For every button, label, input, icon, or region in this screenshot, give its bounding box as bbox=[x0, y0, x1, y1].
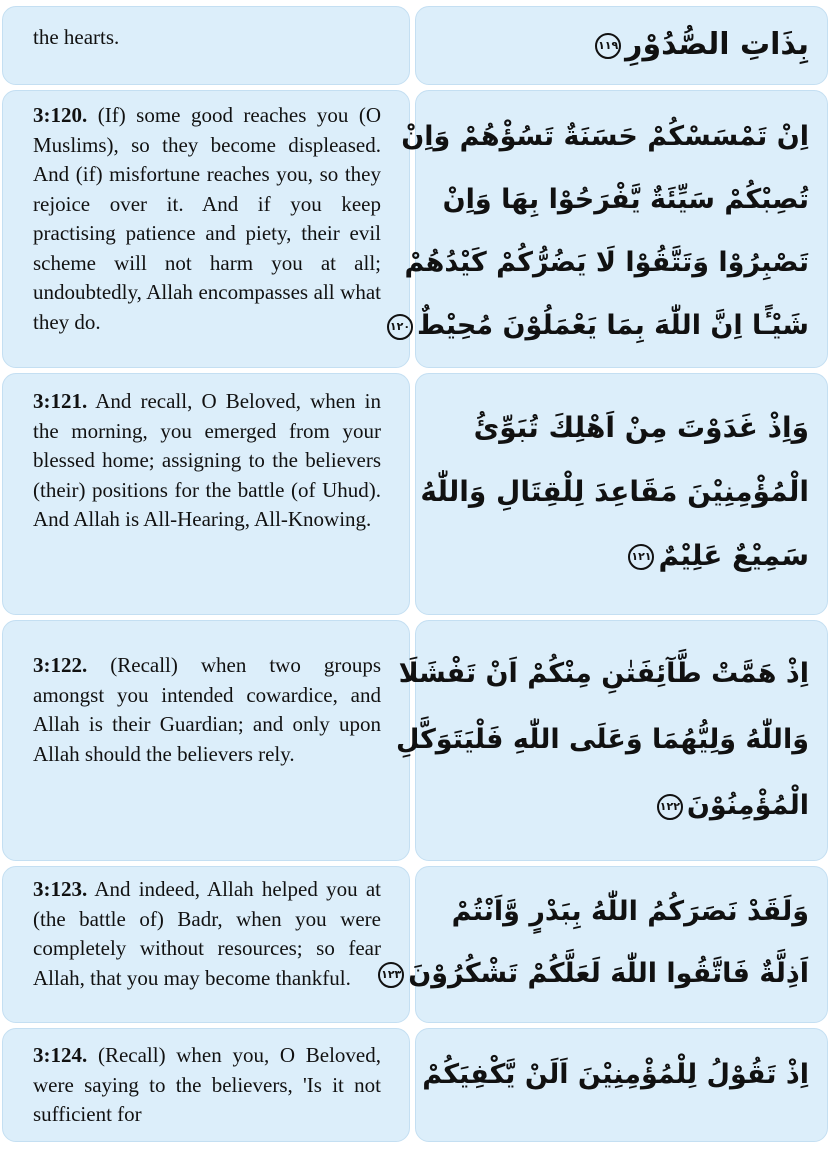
arabic-verse bbox=[434, 23, 809, 67]
arabic-line: الْمُؤْمِنِيْنَ مَقَاعِدَ لِلْقِتَالِ وَاللّٰهُ bbox=[420, 475, 809, 508]
verse-row-123 bbox=[0, 866, 830, 1023]
translation-text bbox=[33, 875, 381, 993]
arabic-line: اِنْ تَمْسَسْكُمْ حَسَنَةٌ تَسُؤْهُمْ وَاِنْ bbox=[401, 121, 809, 152]
ayah-number-marker: ١١٩ bbox=[595, 33, 621, 59]
arabic-line-text: الْمُؤْمِنُوْنَ bbox=[686, 790, 809, 821]
verse-row-124 bbox=[0, 1028, 830, 1142]
verse-reference: 3:121. bbox=[33, 389, 88, 413]
arabic-line bbox=[389, 294, 809, 357]
translation-body: (Recall) when two groups amongst you intended cowardice, and Allah is their Guardian; and only upon Allah should the believers rely. bbox=[33, 653, 381, 766]
arabic-line: تُصِبْكُمْ سَيِّئَةٌ يَّفْرَحُوْا بِهَا وَاِنْ bbox=[442, 184, 809, 215]
english-translation-cell bbox=[2, 373, 410, 615]
arabic-verse bbox=[395, 641, 809, 839]
arabic-line bbox=[381, 943, 809, 1005]
translation-body: And recall, O Beloved, when in the morning, you emerged from your blessed home; assigning to the believers (their) positions for the battle (of Uhud). And Allah is All-Hearing, All-Knowing. bbox=[33, 389, 381, 531]
english-translation-cell bbox=[2, 6, 410, 85]
english-translation-cell bbox=[2, 620, 410, 861]
translation-body: the hearts. bbox=[33, 25, 120, 49]
verse-reference: 3:124. bbox=[33, 1043, 88, 1067]
verse-reference: 3:122. bbox=[33, 653, 88, 677]
arabic-line-text: سَمِيْعٌ عَلِيْمٌ bbox=[658, 539, 809, 572]
ayah-number-marker: ١٢٠ bbox=[387, 314, 413, 340]
verse-row-121 bbox=[0, 373, 830, 615]
arabic-verse bbox=[381, 881, 809, 1005]
arabic-line: وَاِذْ غَدَوْتَ مِنْ اَهْلِكَ تُبَوِّئُ bbox=[473, 411, 809, 444]
arabic-text-cell bbox=[415, 373, 828, 615]
translation-body: And indeed, Allah helped you at (the battle of) Badr, when you were completely without resources; so fear Allah, that you may become thankful. bbox=[33, 877, 381, 990]
ayah-number-marker: ١٢١ bbox=[628, 544, 654, 570]
arabic-text-cell bbox=[395, 620, 828, 861]
arabic-text-cell bbox=[389, 90, 828, 368]
arabic-line: اِذْ تَقُوْلُ لِلْمُؤْمِنِيْنَ اَلَنْ يَّكْفِيَكُمْ bbox=[422, 1059, 809, 1090]
arabic-line: تَصْبِرُوْا وَتَتَّقُوْا لَا يَضُرُّكُمْ كَيْدُهُمْ bbox=[404, 247, 809, 278]
arabic-line: وَلَقَدْ نَصَرَكُمُ اللّٰهُ بِبَدْرٍ وَّاَنْتُمْ bbox=[451, 896, 809, 927]
arabic-text-cell bbox=[415, 1028, 828, 1142]
translation-text bbox=[33, 387, 381, 535]
verse-row-122 bbox=[0, 620, 830, 861]
verse-reference: 3:123. bbox=[33, 877, 88, 901]
arabic-verse bbox=[422, 1045, 809, 1105]
translation-text bbox=[33, 1041, 381, 1130]
arabic-verse bbox=[389, 105, 809, 357]
ayah-number-marker: ١٢٢ bbox=[657, 794, 683, 820]
english-translation-cell bbox=[2, 90, 410, 368]
english-translation-cell bbox=[2, 866, 410, 1023]
verse-row-120 bbox=[0, 90, 830, 368]
translation-text bbox=[33, 23, 381, 53]
arabic-line bbox=[434, 773, 809, 839]
translation-text bbox=[33, 651, 381, 769]
arabic-line: اِذْ هَمَّتْ طَّآئِفَتٰنِ مِنْكُمْ اَنْ تَفْشَلَا bbox=[398, 658, 809, 689]
arabic-line-text: شَيْـًٔا اِنَّ اللّٰهَ بِمَا يَعْمَلُوْنَ مُحِيْطٌ bbox=[417, 310, 809, 341]
verse-row-119 bbox=[0, 6, 830, 85]
translation-body: (Recall) when you, O Beloved, were saying to the believers, 'Is it not sufficient for bbox=[33, 1043, 381, 1126]
english-translation-cell bbox=[2, 1028, 410, 1142]
arabic-line: وَاللّٰهُ وَلِيُّهُمَا وَعَلَى اللّٰهِ فَلْيَتَوَكَّلِ bbox=[395, 724, 809, 755]
arabic-text-cell bbox=[381, 866, 828, 1023]
arabic-text-cell bbox=[415, 6, 828, 85]
verse-reference: 3:120. bbox=[33, 103, 88, 127]
arabic-verse bbox=[420, 396, 809, 588]
arabic-line: بِذَاتِ الصُّدُوْرِ bbox=[625, 27, 809, 62]
arabic-line-text: اَذِلَّةٌ فَاتَّقُوا اللّٰهَ لَعَلَّكُمْ تَشْكُرُوْنَ bbox=[408, 958, 809, 989]
translation-body: (If) some good reaches you (O Muslims), so they become displeased. And (if) misfortune reaches you, so they rejoice over it. And if you keep practising patience and piety, their evil scheme will not harm you at all; undoubtedly, Allah encompasses all what they do. bbox=[33, 103, 381, 334]
translation-text bbox=[33, 101, 381, 337]
arabic-line bbox=[434, 524, 809, 588]
ayah-number-marker: ١٢٣ bbox=[378, 962, 404, 988]
